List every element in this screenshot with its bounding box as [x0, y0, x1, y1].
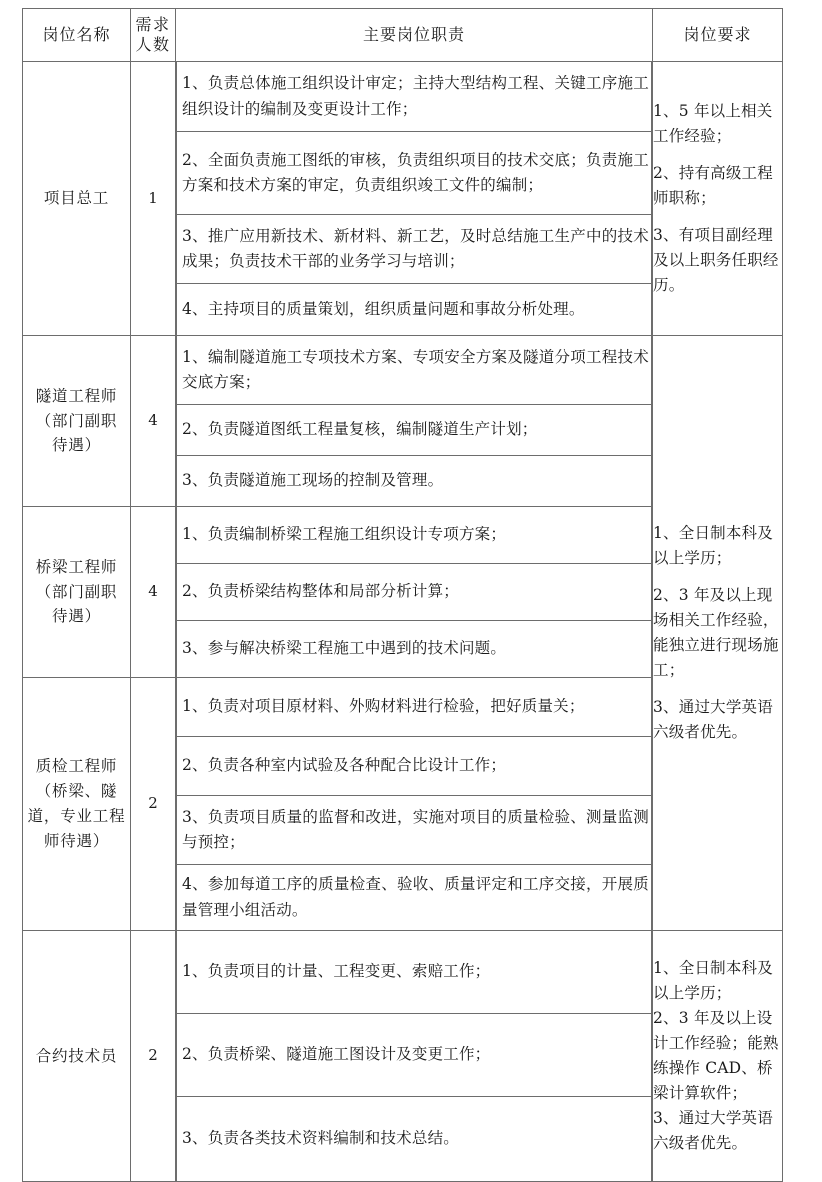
duty-item — [177, 507, 652, 564]
position-name-line: 隧道工程师 — [35, 386, 118, 405]
duty-item — [177, 621, 652, 678]
requirement-item: 2、3 年及以上设计工作经验；能熟练操作 CAD、桥梁计算软件； — [653, 1008, 779, 1103]
duties-cell — [176, 336, 653, 507]
duty-item — [177, 931, 652, 1014]
position-name-cell — [23, 678, 131, 931]
position-name-line: 质检工程师 — [35, 757, 118, 776]
header-headcount — [131, 9, 176, 62]
duty-text: 4、参加每道工序的质量检查、验收、质量评定和工序交接，开展质量管理小组活动。 — [177, 865, 652, 931]
duty-text: 1、负责编制桥梁工程施工组织设计专项方案； — [177, 507, 652, 564]
position-name-line: 待遇） — [52, 436, 101, 455]
duty-item — [177, 132, 652, 215]
duty-item — [177, 405, 652, 456]
headcount-cell: 4 — [131, 336, 176, 507]
position-name-line: 桥梁工程师 — [35, 557, 118, 576]
position-name-line: 待遇） — [52, 607, 101, 626]
duty-text: 1、编制隧道施工专项技术方案、专项安全方案及隧道分项工程技术交底方案； — [177, 336, 652, 405]
position-name-line: （桥梁、隧 — [35, 782, 118, 801]
position-name-line: 师待遇） — [43, 831, 110, 850]
duty-item — [177, 564, 652, 621]
requirements-cell — [653, 62, 783, 336]
position-name-cell: 合约技术员 — [23, 931, 131, 1182]
duties-list — [176, 507, 652, 677]
duty-item — [177, 678, 652, 737]
table-row — [23, 931, 783, 1182]
position-name-cell: 项目总工 — [23, 62, 131, 336]
duty-item — [177, 1014, 652, 1097]
duty-text: 1、负责对项目原材料、外购材料进行检验，把好质量关； — [177, 678, 652, 737]
duties-cell — [176, 507, 653, 678]
duty-item — [177, 1097, 652, 1182]
duty-item — [177, 796, 652, 865]
duty-item — [177, 737, 652, 796]
requirements-cell-merged — [653, 336, 783, 931]
table-header — [23, 9, 783, 62]
duty-text: 2、负责隧道图纸工程量复核，编制隧道生产计划； — [177, 405, 652, 456]
position-name-line: （部门副职 — [35, 582, 118, 601]
duty-text: 2、负责桥梁结构整体和局部分析计算； — [177, 564, 652, 621]
duty-text: 2、负责各种室内试验及各种配合比设计工作； — [177, 737, 652, 796]
requirement-item: 3、有项目副经理及以上职务任职经历。 — [653, 226, 779, 295]
headcount-cell: 2 — [131, 931, 176, 1182]
requirement-item: 2、持有高级工程师职称； — [653, 163, 773, 207]
requirement-item: 1、5 年以上相关工作经验； — [653, 101, 773, 145]
header-position-name: 岗位名称 — [23, 9, 131, 62]
duty-text: 3、负责隧道施工现场的控制及管理。 — [177, 456, 652, 507]
duties-list — [176, 336, 652, 506]
table-row — [23, 336, 783, 507]
requirement-item: 1、全日制本科及以上学历； — [653, 958, 773, 1002]
duty-text: 1、负责总体施工组织设计审定；主持大型结构工程、关键工序施工组织设计的编制及变更设计工作； — [177, 62, 652, 132]
duty-item — [177, 456, 652, 507]
header-duties: 主要岗位职责 — [176, 9, 653, 62]
job-positions-table — [22, 8, 783, 1182]
position-name-cell — [23, 507, 131, 678]
duties-list — [176, 678, 652, 930]
duty-text: 2、全面负责施工图纸的审核，负责组织项目的技术交底；负责施工方案和技术方案的审定，负责组织竣工文件的编制； — [177, 132, 652, 215]
duty-item — [177, 284, 652, 336]
header-row — [23, 9, 783, 62]
duty-text: 3、负责各类技术资料编制和技术总结。 — [177, 1097, 652, 1182]
duty-text: 4、主持项目的质量策划，组织质量问题和事故分析处理。 — [177, 284, 652, 336]
position-name-cell — [23, 336, 131, 507]
duty-text: 2、负责桥梁、隧道施工图设计及变更工作； — [177, 1014, 652, 1097]
duty-item — [177, 865, 652, 931]
table-row — [23, 62, 783, 336]
duty-item — [177, 336, 652, 405]
duties-cell — [176, 931, 653, 1182]
duty-text: 3、推广应用新技术、新材料、新工艺，及时总结施工生产中的技术成果；负责技术干部的业务学习与培训； — [177, 215, 652, 284]
duties-cell — [176, 62, 653, 336]
header-headcount-line2: 人数 — [135, 35, 171, 54]
duties-list — [176, 931, 652, 1181]
header-requirements: 岗位要求 — [653, 9, 783, 62]
headcount-cell: 2 — [131, 678, 176, 931]
position-name-line: 道，专业工程 — [27, 807, 126, 825]
duty-text: 1、负责项目的计量、工程变更、索赔工作； — [177, 931, 652, 1014]
requirements-cell — [653, 931, 783, 1182]
duty-item — [177, 62, 652, 132]
duty-item — [177, 215, 652, 284]
duty-text: 3、负责项目质量的监督和改进，实施对项目的质量检验、测量监测与预控； — [177, 796, 652, 865]
position-name-line: （部门副职 — [35, 411, 118, 430]
duties-cell — [176, 678, 653, 931]
header-headcount-line1: 需求 — [135, 15, 171, 34]
requirement-item: 3、通过大学英语六级者优先。 — [653, 1109, 773, 1153]
headcount-cell: 4 — [131, 507, 176, 678]
duties-list — [176, 62, 652, 335]
duty-text: 3、参与解决桥梁工程施工中遇到的技术问题。 — [177, 621, 652, 678]
headcount-cell: 1 — [131, 62, 176, 336]
requirement-item: 3、通过大学英语六级者优先。 — [653, 698, 773, 742]
table-body — [23, 62, 783, 1182]
requirement-item: 2、3 年及以上现场相关工作经验，能独立进行现场施工； — [653, 585, 779, 680]
requirement-item: 1、全日制本科及以上学历； — [653, 523, 773, 567]
